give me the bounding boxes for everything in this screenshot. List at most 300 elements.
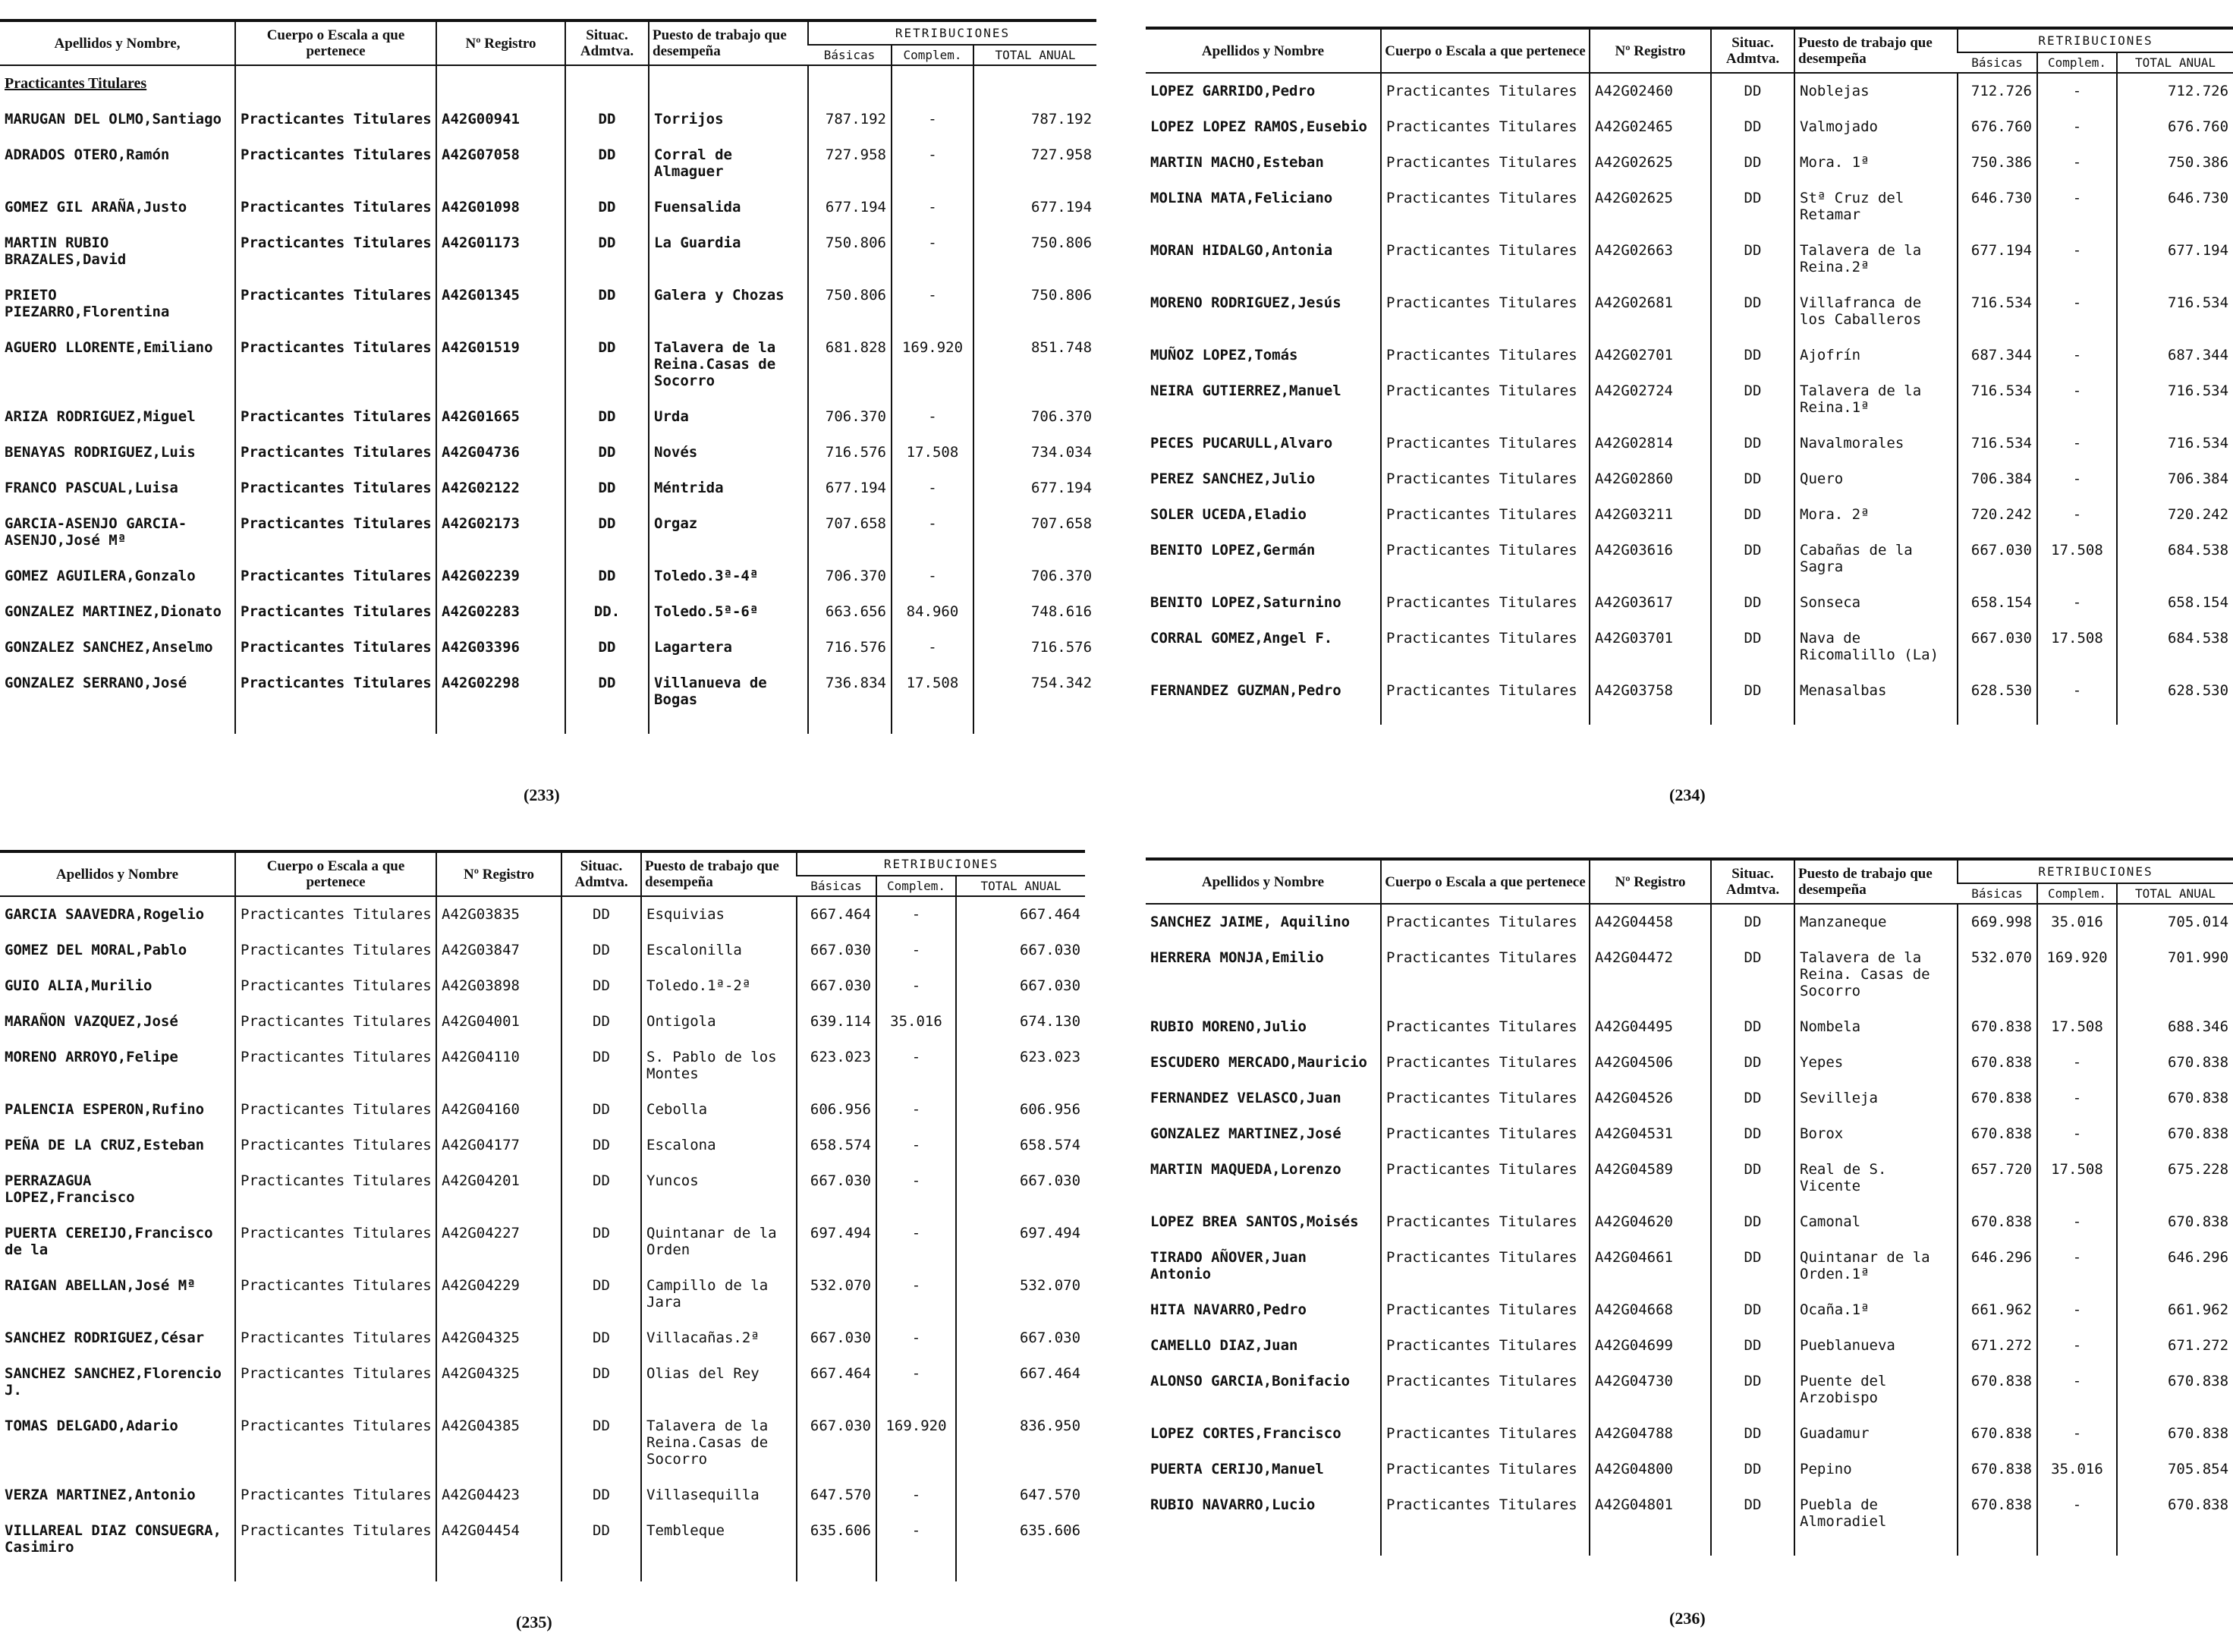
cell-total: 670.838 [2117, 1416, 2233, 1452]
cell-cuerpo: Practicantes Titulares [235, 666, 436, 734]
cell-complem: - [2037, 145, 2117, 181]
col-header-situac: Situac. Admtva. [1711, 28, 1794, 73]
table-row [1146, 1452, 2233, 1487]
cell-puesto: Tembleque [641, 1513, 797, 1581]
cell-puesto: Cabañas de la Sagra [1794, 533, 1958, 585]
cell-situac: DD [565, 278, 649, 330]
cell-complem: - [2037, 426, 2117, 461]
cell-cuerpo: Practicantes Titulares [235, 190, 436, 225]
table-row [1146, 1364, 2233, 1416]
cell-nombre: GONZALEZ MARTINEZ,Dionato [5, 603, 222, 620]
cell-registro: A42G02701 [1590, 338, 1711, 373]
cell-nombre: GONZALEZ SERRANO,José [5, 675, 187, 691]
cell-basicas: 670.838 [1958, 1116, 2037, 1152]
cell-total: 667.464 [956, 896, 1085, 933]
cell-complem: - [2037, 1240, 2117, 1292]
cell-total: 670.838 [2117, 1204, 2233, 1240]
cell-basicas: 676.760 [1958, 109, 2037, 145]
cell-situac: DD [565, 506, 649, 559]
cell-complem: - [2037, 1292, 2117, 1328]
cell-complem: - [2037, 1328, 2117, 1364]
cell-basicas: 670.838 [1958, 1452, 2037, 1487]
col-header-total: TOTAL ANUAL [973, 45, 1096, 65]
cell-registro: A42G02283 [436, 594, 565, 630]
cell-complem: - [2037, 181, 2117, 233]
col-header-nombre: Apellidos y Nombre, [0, 20, 235, 65]
col-header-cuerpo: Cuerpo o Escala a que pertenece [235, 20, 436, 65]
col-header-nombre: Apellidos y Nombre [0, 851, 235, 896]
cell-situac: DD [1711, 1009, 1794, 1045]
cell-complem: - [876, 1356, 956, 1408]
table-row [0, 470, 1096, 506]
cell-cuerpo: Practicantes Titulares [235, 1092, 436, 1128]
cell-nombre: GUIO ALIA,Murilio [5, 977, 153, 994]
table-row [1146, 373, 2233, 426]
cell-nombre: VILLAREAL DIAZ CONSUEGRA, Casimiro [5, 1522, 222, 1556]
cell-basicas: 697.494 [797, 1216, 876, 1268]
cell-cuerpo: Practicantes Titulares [1381, 1292, 1590, 1328]
cell-complem: - [2037, 1116, 2117, 1152]
table-row [0, 666, 1096, 734]
cell-registro: A42G03835 [436, 896, 561, 933]
cell-situac: DD [561, 933, 641, 968]
table-row [0, 630, 1096, 666]
cell-registro: A42G04589 [1590, 1152, 1711, 1204]
cell-registro: A42G00941 [436, 102, 565, 137]
cell-complem: - [876, 933, 956, 968]
cell-total: 727.958 [973, 137, 1096, 190]
cell-total: 670.838 [2117, 1081, 2233, 1116]
cell-nombre: ESCUDERO MERCADO,Mauricio [1150, 1054, 1367, 1071]
cell-total: 532.070 [956, 1268, 1085, 1320]
cell-puesto: Ajofrín [1794, 338, 1958, 373]
page-235-panel [0, 850, 1085, 1632]
col-header-registro: Nº Registro [1590, 859, 1711, 904]
cell-nombre: RAIGAN ABELLAN,José Mª [5, 1277, 196, 1294]
table-row [0, 1004, 1085, 1040]
col-header-complem: Complem. [892, 45, 973, 65]
table-header [0, 851, 1085, 896]
cell-basicas: 667.030 [1958, 533, 2037, 585]
cell-puesto: Yepes [1794, 1045, 1958, 1081]
cell-puesto: S. Pablo de los Montes [641, 1040, 797, 1092]
cell-registro: A42G04788 [1590, 1416, 1711, 1452]
table-row [0, 1216, 1085, 1268]
cell-registro: A42G01345 [436, 278, 565, 330]
cell-puesto: Valmojado [1794, 109, 1958, 145]
col-header-situac: Situac. Admtva. [1711, 859, 1794, 904]
cell-nombre: RUBIO MORENO,Julio [1150, 1018, 1307, 1035]
cell-basicas: 750.806 [808, 278, 892, 330]
cell-basicas: 716.534 [1958, 426, 2037, 461]
cell-complem: 169.920 [892, 330, 973, 399]
cell-situac: DD [1711, 285, 1794, 338]
cell-total: 687.344 [2117, 338, 2233, 373]
cell-situac: DD [1711, 533, 1794, 585]
cell-situac: DD [561, 1320, 641, 1356]
col-header-total: TOTAL ANUAL [956, 876, 1085, 896]
cell-puesto: Ontigola [641, 1004, 797, 1040]
cell-situac: DD [561, 1268, 641, 1320]
cell-complem: - [876, 1092, 956, 1128]
cell-cuerpo: Practicantes Titulares [1381, 1328, 1590, 1364]
cell-basicas: 669.998 [1958, 904, 2037, 940]
cell-cuerpo: Practicantes Titulares [1381, 145, 1590, 181]
cell-nombre: RUBIO NAVARRO,Lucio [1150, 1496, 1316, 1513]
cell-basicas: 727.958 [808, 137, 892, 190]
cell-complem: - [892, 278, 973, 330]
cell-cuerpo: Practicantes Titulares [235, 137, 436, 190]
cell-situac: DD [565, 190, 649, 225]
cell-puesto: Galera y Chozas [649, 278, 808, 330]
table-body [1146, 73, 2233, 725]
col-header-complem: Complem. [2037, 52, 2117, 73]
cell-cuerpo: Practicantes Titulares [235, 435, 436, 470]
cell-nombre: HITA NAVARRO,Pedro [1150, 1301, 1307, 1318]
cell-total: 670.838 [2117, 1364, 2233, 1416]
cell-basicas: 670.838 [1958, 1416, 2037, 1452]
cell-basicas: 716.576 [808, 630, 892, 666]
cell-registro: A42G03898 [436, 968, 561, 1004]
cell-total: 674.130 [956, 1004, 1085, 1040]
cell-basicas: 750.386 [1958, 145, 2037, 181]
cell-registro: A42G03616 [1590, 533, 1711, 585]
cell-nombre: PUERTA CERIJO,Manuel [1150, 1461, 1324, 1477]
cell-situac: DD [565, 559, 649, 594]
cell-puesto: Toledo.1ª-2ª [641, 968, 797, 1004]
cell-basicas: 736.834 [808, 666, 892, 734]
cell-total: 750.806 [973, 225, 1096, 278]
cell-nombre: ADRADOS OTERO,Ramón [5, 146, 170, 163]
cell-complem: - [892, 399, 973, 435]
cell-cuerpo: Practicantes Titulares [1381, 109, 1590, 145]
cell-complem: 169.920 [2037, 940, 2117, 1009]
cell-registro: A42G02173 [436, 506, 565, 559]
table-row [1146, 940, 2233, 1009]
cell-complem: - [876, 1216, 956, 1268]
cell-cuerpo: Practicantes Titulares [235, 1477, 436, 1513]
cell-registro: A42G04668 [1590, 1292, 1711, 1328]
cell-complem: - [2037, 585, 2117, 621]
cell-situac: DD [565, 666, 649, 734]
cell-complem: - [2037, 373, 2117, 426]
cell-situac: DD [1711, 1081, 1794, 1116]
cell-registro: A42G03847 [436, 933, 561, 968]
cell-puesto: Mora. 2ª [1794, 497, 1958, 533]
table-row [0, 1408, 1085, 1477]
cell-cuerpo: Practicantes Titulares [235, 594, 436, 630]
cell-situac: DD [1711, 1452, 1794, 1487]
cell-complem: - [2037, 1487, 2117, 1556]
col-header-situac: Situac. Admtva. [561, 851, 641, 896]
cell-cuerpo: Practicantes Titulares [1381, 338, 1590, 373]
cell-situac: DD [561, 896, 641, 933]
cell-nombre: PEÑA DE LA CRUZ,Esteban [5, 1137, 205, 1153]
table-row [1146, 585, 2233, 621]
cell-situac: DD [565, 102, 649, 137]
cell-basicas: 657.720 [1958, 1152, 2037, 1204]
cell-total: 658.154 [2117, 585, 2233, 621]
cell-nombre: MARTIN MAQUEDA,Lorenzo [1150, 1161, 1341, 1178]
cell-basicas: 646.296 [1958, 1240, 2037, 1292]
table-row [1146, 1240, 2233, 1292]
table-row [1146, 1116, 2233, 1152]
cell-basicas: 716.534 [1958, 285, 2037, 338]
cell-total: 688.346 [2117, 1009, 2233, 1045]
table-row [1146, 181, 2233, 233]
cell-basicas: 670.838 [1958, 1364, 2037, 1416]
cell-puesto: Torrijos [649, 102, 808, 137]
cell-basicas: 670.838 [1958, 1487, 2037, 1556]
table-row [0, 506, 1096, 559]
cell-total: 716.534 [2117, 426, 2233, 461]
cell-cuerpo: Practicantes Titulares [1381, 373, 1590, 426]
cell-nombre: TOMAS DELGADO,Adario [5, 1418, 178, 1434]
cell-complem: - [876, 1163, 956, 1216]
cell-complem: - [2037, 233, 2117, 285]
cell-total: 667.464 [956, 1356, 1085, 1408]
cell-registro: A42G04227 [436, 1216, 561, 1268]
cell-situac: DD [1711, 145, 1794, 181]
cell-complem: 17.508 [2037, 1152, 2117, 1204]
cell-nombre: PALENCIA ESPERON,Rufino [5, 1101, 205, 1118]
table-row [1146, 426, 2233, 461]
cell-situac: DD [561, 1040, 641, 1092]
cell-nombre: PUERTA CEREIJO,Francisco de la [5, 1225, 213, 1258]
table-row [1146, 904, 2233, 940]
table-row [0, 1268, 1085, 1320]
cell-total: 606.956 [956, 1092, 1085, 1128]
cell-cuerpo: Practicantes Titulares [235, 1163, 436, 1216]
cell-registro: A42G04526 [1590, 1081, 1711, 1116]
cell-total: 623.023 [956, 1040, 1085, 1092]
page-number: (235) [516, 1613, 552, 1632]
page-234-panel [1146, 27, 2233, 804]
cell-situac: DD [1711, 1487, 1794, 1556]
table-row [0, 102, 1096, 137]
cell-basicas: 707.658 [808, 506, 892, 559]
table-row [1146, 1009, 2233, 1045]
section-row [0, 65, 1096, 102]
cell-basicas: 720.242 [1958, 497, 2037, 533]
table-row [1146, 109, 2233, 145]
cell-total: 706.370 [973, 399, 1096, 435]
cell-nombre: MORENO ARROYO,Felipe [5, 1049, 178, 1065]
table-body [0, 65, 1096, 734]
cell-puesto: Guadamur [1794, 1416, 1958, 1452]
col-header-registro: Nº Registro [1590, 28, 1711, 73]
cell-cuerpo: Practicantes Titulares [1381, 585, 1590, 621]
cell-puesto: Pepino [1794, 1452, 1958, 1487]
cell-situac: DD [565, 470, 649, 506]
cell-situac: DD [1711, 621, 1794, 673]
cell-registro: A42G04801 [1590, 1487, 1711, 1556]
table-row [0, 1320, 1085, 1356]
cell-basicas: 716.576 [808, 435, 892, 470]
cell-complem: 169.920 [876, 1408, 956, 1477]
cell-puesto: Mora. 1ª [1794, 145, 1958, 181]
cell-complem: - [2037, 1204, 2117, 1240]
cell-nombre: GONZALEZ SANCHEZ,Anselmo [5, 639, 213, 656]
cell-registro: A42G02681 [1590, 285, 1711, 338]
cell-nombre: MORENO RODRIGUEZ,Jesús [1150, 294, 1341, 311]
cell-nombre: MARUGAN DEL OLMO,Santiago [5, 111, 222, 127]
table-row [1146, 1328, 2233, 1364]
cell-total: 750.806 [973, 278, 1096, 330]
cell-puesto: Ocaña.1ª [1794, 1292, 1958, 1328]
table-row [1146, 1416, 2233, 1452]
table-row [0, 1513, 1085, 1581]
cell-nombre: MARAÑON VAZQUEZ,José [5, 1013, 178, 1030]
cell-complem: - [892, 506, 973, 559]
cell-cuerpo: Practicantes Titulares [1381, 621, 1590, 673]
cell-cuerpo: Practicantes Titulares [235, 330, 436, 399]
table-row [0, 968, 1085, 1004]
col-header-retribuciones: RETRIBUCIONES [797, 851, 1085, 876]
cell-basicas: 677.194 [808, 470, 892, 506]
col-header-basicas: Básicas [797, 876, 876, 896]
cell-cuerpo: Practicantes Titulares [235, 1216, 436, 1268]
cell-complem: 35.016 [2037, 904, 2117, 940]
col-header-retribuciones: RETRIBUCIONES [808, 20, 1096, 45]
cell-cuerpo: Practicantes Titulares [1381, 1081, 1590, 1116]
cell-complem: 84.960 [892, 594, 973, 630]
cell-complem: - [2037, 285, 2117, 338]
cell-basicas: 646.730 [1958, 181, 2037, 233]
cell-situac: DD [565, 399, 649, 435]
cell-complem: 17.508 [892, 666, 973, 734]
register-table-236 [1146, 857, 2233, 1556]
cell-registro: A42G04385 [436, 1408, 561, 1477]
cell-registro: A42G02860 [1590, 461, 1711, 497]
cell-complem: - [876, 968, 956, 1004]
cell-cuerpo: Practicantes Titulares [235, 933, 436, 968]
cell-basicas: 670.838 [1958, 1009, 2037, 1045]
table-row [0, 933, 1085, 968]
cell-complem: - [876, 1477, 956, 1513]
table-row [0, 559, 1096, 594]
cell-basicas: 687.344 [1958, 338, 2037, 373]
table-row [0, 137, 1096, 190]
table-row [0, 225, 1096, 278]
cell-basicas: 716.534 [1958, 373, 2037, 426]
cell-cuerpo: Practicantes Titulares [235, 278, 436, 330]
cell-puesto: Puente del Arzobispo [1794, 1364, 1958, 1416]
cell-puesto: Escalonilla [641, 933, 797, 968]
cell-puesto: Navalmorales [1794, 426, 1958, 461]
cell-registro: A42G02239 [436, 559, 565, 594]
cell-nombre: ARIZA RODRIGUEZ,Miguel [5, 408, 196, 425]
cell-cuerpo: Practicantes Titulares [235, 896, 436, 933]
cell-basicas: 677.194 [1958, 233, 2037, 285]
page-number: (233) [524, 785, 560, 804]
cell-basicas: 667.464 [797, 896, 876, 933]
table-row [1146, 338, 2233, 373]
cell-total: 677.194 [973, 190, 1096, 225]
cell-total: 787.192 [973, 102, 1096, 137]
table-row [1146, 673, 2233, 725]
table-row [1146, 461, 2233, 497]
cell-cuerpo: Practicantes Titulares [1381, 73, 1590, 109]
cell-puesto: Sonseca [1794, 585, 1958, 621]
col-header-basicas: Básicas [1958, 52, 2037, 73]
table-body [0, 896, 1085, 1581]
cell-cuerpo: Practicantes Titulares [235, 1356, 436, 1408]
cell-total: 720.242 [2117, 497, 2233, 533]
cell-situac: DD [561, 1004, 641, 1040]
cell-cuerpo: Practicantes Titulares [235, 470, 436, 506]
cell-cuerpo: Practicantes Titulares [1381, 233, 1590, 285]
cell-total: 646.730 [2117, 181, 2233, 233]
cell-total: 748.616 [973, 594, 1096, 630]
cell-puesto: Villacañas.2ª [641, 1320, 797, 1356]
cell-cuerpo: Practicantes Titulares [235, 225, 436, 278]
cell-registro: A42G04423 [436, 1477, 561, 1513]
cell-situac: DD [565, 137, 649, 190]
cell-situac: DD [1711, 461, 1794, 497]
table-row [1146, 1487, 2233, 1556]
cell-cuerpo: Practicantes Titulares [1381, 904, 1590, 940]
cell-cuerpo: Practicantes Titulares [1381, 497, 1590, 533]
cell-puesto: Pueblanueva [1794, 1328, 1958, 1364]
cell-complem: - [892, 470, 973, 506]
cell-total: 676.760 [2117, 109, 2233, 145]
cell-puesto: Camonal [1794, 1204, 1958, 1240]
cell-registro: A42G04506 [1590, 1045, 1711, 1081]
col-header-registro: Nº Registro [436, 851, 561, 896]
table-body [1146, 904, 2233, 1556]
cell-puesto: Lagartera [649, 630, 808, 666]
cell-total: 671.272 [2117, 1328, 2233, 1364]
cell-situac: DD [1711, 497, 1794, 533]
cell-basicas: 706.370 [808, 399, 892, 435]
cell-registro: A42G04699 [1590, 1328, 1711, 1364]
cell-basicas: 667.030 [797, 1320, 876, 1356]
cell-nombre: MUÑOZ LOPEZ,Tomás [1150, 347, 1298, 363]
cell-situac: DD [561, 1163, 641, 1216]
cell-basicas: 639.114 [797, 1004, 876, 1040]
cell-puesto: Urda [649, 399, 808, 435]
cell-nombre: LOPEZ BREA SANTOS,Moisés [1150, 1213, 1359, 1230]
cell-registro: A42G04177 [436, 1128, 561, 1163]
cell-puesto: Manzaneque [1794, 904, 1958, 940]
cell-cuerpo: Practicantes Titulares [1381, 181, 1590, 233]
cell-cuerpo: Practicantes Titulares [1381, 1204, 1590, 1240]
table-row [1146, 285, 2233, 338]
col-header-retribuciones: RETRIBUCIONES [1958, 859, 2233, 883]
cell-basicas: 623.023 [797, 1040, 876, 1092]
table-row [1146, 621, 2233, 673]
cell-puesto: Campillo de la Jara [641, 1268, 797, 1320]
cell-total: 705.854 [2117, 1452, 2233, 1487]
cell-registro: A42G04736 [436, 435, 565, 470]
cell-puesto: Escalona [641, 1128, 797, 1163]
cell-complem: - [2037, 461, 2117, 497]
cell-total: 684.538 [2117, 533, 2233, 585]
cell-puesto: Nava de Ricomalillo (La) [1794, 621, 1958, 673]
table-row [0, 435, 1096, 470]
cell-cuerpo: Practicantes Titulares [235, 1408, 436, 1477]
cell-registro: A42G03211 [1590, 497, 1711, 533]
cell-cuerpo: Practicantes Titulares [235, 1004, 436, 1040]
cell-puesto: Talavera de la Reina. Casas de Socorro [1794, 940, 1958, 1009]
cell-cuerpo: Practicantes Titulares [1381, 673, 1590, 725]
cell-puesto: Toledo.3ª-4ª [649, 559, 808, 594]
cell-situac: DD [565, 225, 649, 278]
cell-total: 667.030 [956, 933, 1085, 968]
cell-total: 628.530 [2117, 673, 2233, 725]
cell-nombre: AGUERO LLORENTE,Emiliano [5, 339, 213, 356]
